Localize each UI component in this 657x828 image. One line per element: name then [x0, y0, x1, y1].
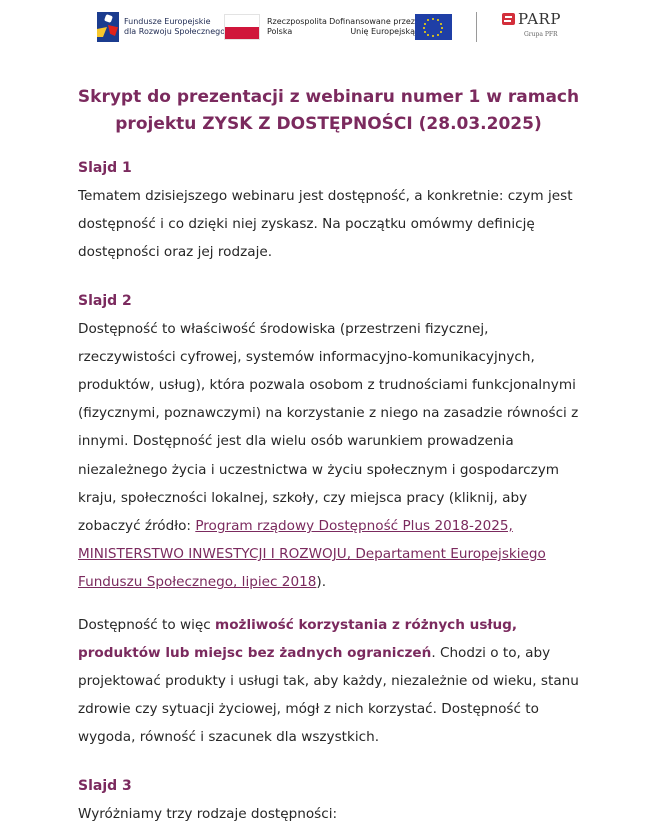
eu-line1: Dofinansowane przez: [329, 17, 415, 26]
slide-heading: Slajd 3: [78, 777, 132, 794]
slide-2-paragraph-1: [78, 315, 588, 597]
title-line2: projektu ZYSK Z DOSTĘPNOŚCI (28.03.2025): [115, 114, 542, 134]
fundusze-europejskie-logo: [97, 12, 119, 42]
pl-line1: Rzeczpospolita: [267, 17, 327, 26]
slide-2-section: [78, 287, 588, 752]
fundusze-europejskie-text: [124, 17, 225, 37]
slide-heading: Slajd 2: [78, 292, 132, 309]
eu-flag-icon: [415, 14, 452, 40]
title-line1: Skrypt do prezentacji z webinaru numer 1 w ramach: [77, 87, 580, 107]
slide-3-section: [78, 772, 588, 828]
header-logos: [0, 10, 657, 46]
eu-line2: Unię Europejską: [350, 27, 415, 36]
rzeczpospolita-text: [267, 17, 327, 37]
document-body: [78, 154, 588, 828]
slide-1-section: [78, 154, 588, 267]
paragraph-end: ).: [316, 574, 327, 591]
paragraph-text: Dostępność to więc: [78, 616, 216, 633]
slide-1-text: Tematem dzisiejszego webinaru jest dostępność, a konkretnie: czym jest dostępność i co dzięki niej zyskasz. Na początku omówmy definicję dostępności oraz jej rodzaje.: [78, 188, 573, 261]
logo-divider: [476, 12, 477, 42]
source-link[interactable]: Program rządowy Dostępność Plus 2018-2025, MINISTERSTWO INWESTYCJI I ROZWOJU, Departament Europejskiego Funduszu Społecznego, lipiec 2018: [78, 518, 546, 591]
polish-flag-icon: [224, 14, 260, 40]
emphasized-text: możliwość korzystania z różnych usług, produktów lub miejsc bez żadnych ograniczeń: [78, 616, 518, 661]
parp-subtitle: Grupa PFR: [524, 31, 558, 38]
pl-line2: Polska: [267, 27, 293, 36]
slide-heading: Slajd 1: [78, 160, 132, 176]
parp-logo-text: PARP: [518, 10, 561, 28]
paragraph-text: Dostępność to właściwość środowiska (przestrzeni fizycznej, rzeczywistości cyfrowej, systemów informacyjno-komunikacyjnych, produktów, usług), która pozwala osobom z trudnościami funkcjonalnymi (fizycznymi, poznawczymi) na korzystanie z niego na zasadzie równości z innymi. Dostępność jest dla wielu osób warunkiem prowadzenia niezależnego życia i uczestnictwa w życiu społecznym i gospodarczym kraju, społeczności lokalnej, szkoły, czy miejsca pracy (kliknij, aby zobaczyć źródło:: [78, 320, 579, 535]
fe-line1: Fundusze Europejskie: [124, 17, 211, 26]
paragraph-end: . Chodzi o to, aby projektować produkty i usługi tak, aby każdy, niezależnie od wieku, stanu zdrowie czy sytuacji życiowej, mógł z nich korzystać. Dostępność to wygoda, równość i szacunek dla wszystkich.: [78, 644, 579, 746]
parp-mark-icon: [502, 13, 515, 25]
slide-3-text: Wyróżniamy trzy rodzaje dostępności:: [78, 805, 338, 822]
eu-cofunding-text: [328, 17, 415, 37]
slide-2-paragraph-2: [78, 611, 588, 752]
fe-line2: dla Rozwoju Społecznego: [124, 27, 226, 36]
page-title: [40, 84, 617, 138]
